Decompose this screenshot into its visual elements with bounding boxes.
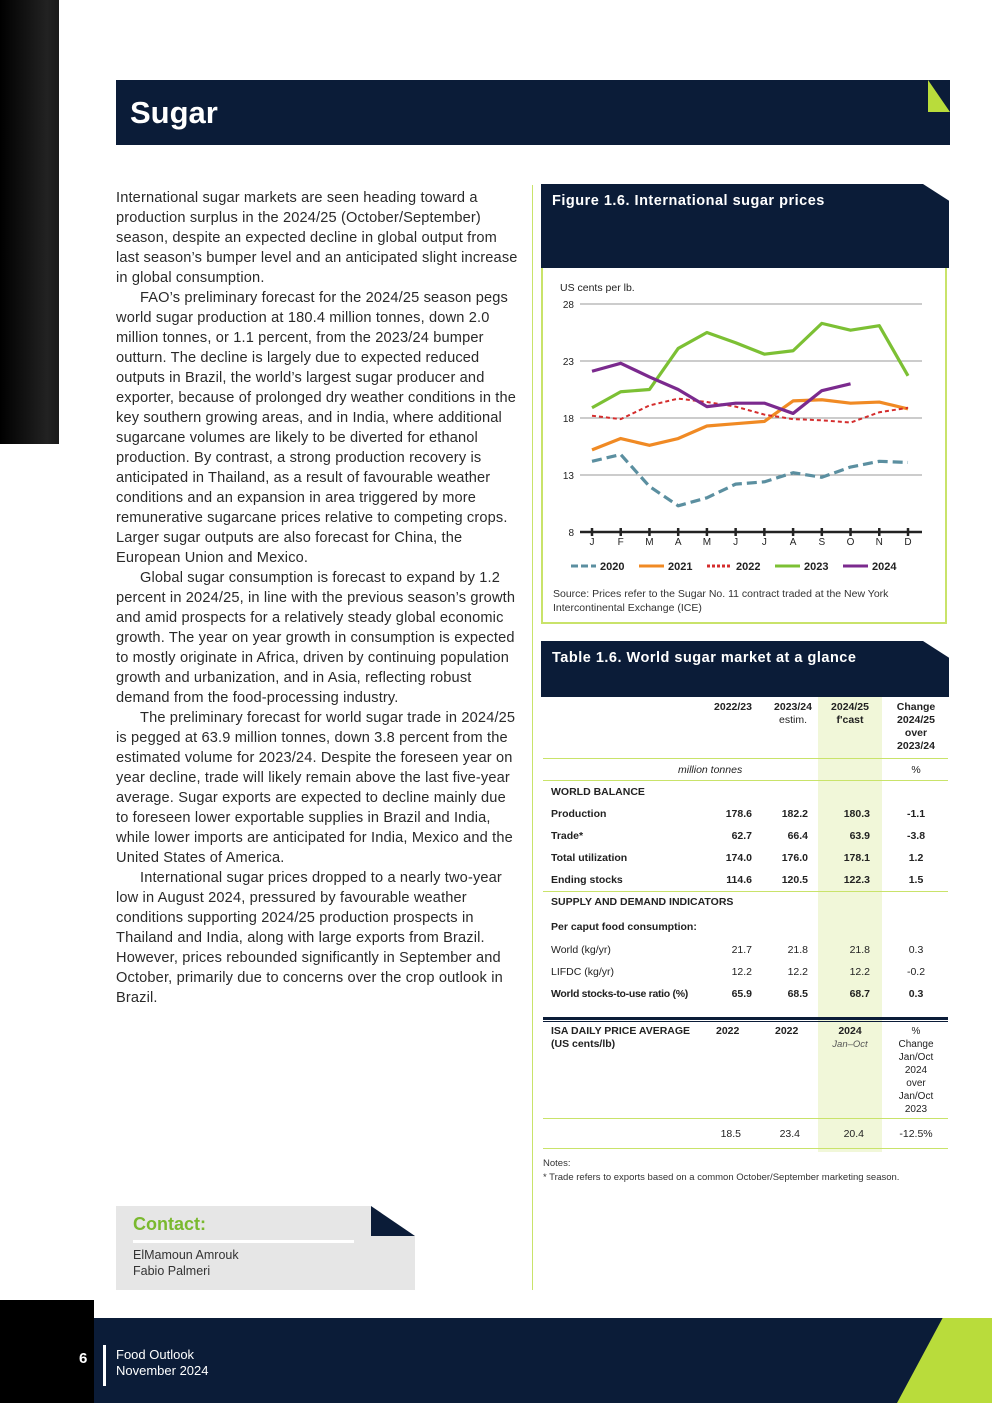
paragraph: The preliminary forecast for world sugar trade in 2024/25 is pegged at 63.9 million tonnes, down 3.8 percent from the estimated volume for 2023/24. Despite the foreseen year on year decline, trade will likely remain above the last five-year average. Sugar exports are expected to decline mainly due to foreseen lower exportable supplies in Brazil and India, while lower imports are anticipated for India, Mexico and the United States of America.: [116, 710, 516, 866]
row-label: World stocks-to-use ratio (%): [551, 988, 688, 1000]
row-label: Total utilization: [551, 852, 628, 864]
col-header-line: Jan–Oct: [832, 1039, 868, 1050]
note-text: * Trade refers to exports based on a common October/September marketing season.: [543, 1171, 900, 1183]
series-line-2023: [592, 323, 908, 407]
section-heading: SUPPLY AND DEMAND INDICATORS: [551, 896, 734, 908]
row-label: World (kg/yr): [551, 944, 611, 956]
figure-box: [541, 268, 947, 624]
legend-label-2024: 2024: [872, 561, 897, 573]
isa-label-line: (US cents/lb): [551, 1038, 616, 1050]
x-tick-label: D: [904, 537, 912, 548]
y-tick-label: 28: [562, 300, 574, 311]
col-header-line: estim.: [779, 714, 808, 726]
table-title: Table 1.6. World sugar market at a glance: [552, 650, 857, 666]
rule: [543, 891, 948, 892]
cell: 65.9: [731, 988, 752, 1000]
subsection-heading: Per caput food consumption:: [551, 921, 697, 933]
cell: 12.2: [849, 966, 870, 978]
publication-date: November 2024: [116, 1363, 209, 1378]
contact-title: Contact:: [133, 1214, 206, 1234]
contact-rule: [133, 1240, 354, 1243]
col-header-line: Jan/Oct: [898, 1052, 934, 1063]
x-tick-label: F: [617, 537, 624, 548]
col-header: [891, 701, 941, 753]
paragraph: FAO’s preliminary forecast for the 2024/25 season pegs world sugar production at 180.4 million tonnes, down 2.0 million tonnes, or 1.1 percent, from the 2023/24 bumper outturn. The decline is largely due to expected reduced outputs in Brazil, the world’s largest sugar producer and exporter, because of prolonged dry weather conditions in the key southern growing areas, and in India, where additional sugarcane volumes are likely to be diverted for ethanol production. By contrast, a strong production recovery is anticipated in Thailand, as a result of favourable weather conditions and an expansion in area triggered by more remunerative sugarcane prices relative to competing crops. Larger sugar outputs are also forecast for China, the European Union and Mexico.: [116, 290, 517, 566]
cell: 178.1: [843, 852, 870, 864]
forecast-column-highlight: [818, 697, 882, 1152]
col-header-line: over: [906, 1078, 926, 1089]
cell: 178.6: [725, 808, 752, 820]
corner-fold: [923, 184, 951, 202]
col-header-line: 2024/25: [831, 701, 869, 713]
cell: 122.3: [843, 874, 870, 886]
col-header: 2022: [716, 1025, 740, 1037]
cell: 1.2: [908, 852, 924, 864]
cell: 12.2: [787, 966, 808, 978]
x-tick-label: N: [875, 537, 883, 548]
cell: -3.8: [906, 830, 926, 842]
row-label: LIFDC (kg/yr): [551, 966, 614, 978]
paragraph: International sugar markets are seen heading toward a production surplus in the 2024/25 (October/September) season, despite an expected decline in global output from last season’s bumper level and an anticipated slight increase in global consumption.: [116, 190, 518, 286]
row-label: Production: [551, 808, 607, 820]
contact-names: [133, 1247, 239, 1279]
y-tick-label: 13: [562, 471, 574, 482]
y-tick-label: 23: [562, 357, 574, 368]
table-header: [541, 641, 949, 697]
figure-title: Figure 1.6. International sugar prices: [552, 193, 825, 209]
col-header-line: 2024: [904, 1065, 928, 1076]
cell: 66.4: [787, 830, 808, 842]
table-notes: [543, 1157, 948, 1184]
x-tick-label: O: [846, 537, 855, 548]
cell: 18.5: [720, 1128, 741, 1140]
section-title-bar: [116, 80, 950, 145]
col-header-line: f'cast: [836, 714, 864, 726]
x-tick-label: M: [702, 537, 712, 548]
rule: [543, 758, 948, 759]
cell: 0.3: [908, 944, 924, 956]
decorative-side-bar: [0, 0, 59, 444]
units-label: %: [911, 764, 921, 776]
x-tick-label: J: [733, 537, 739, 548]
cell: -12.5%: [899, 1128, 933, 1140]
footer-publication: [116, 1347, 209, 1379]
series-line-2024: [592, 363, 851, 413]
series-line-2021: [592, 400, 908, 450]
col-header-line: 2023/24: [897, 740, 935, 752]
cell: 62.7: [731, 830, 752, 842]
contact-name: ElMamoun Amrouk: [133, 1248, 239, 1262]
y-axis-label: US cents per lb.: [560, 282, 635, 294]
isa-label-line: ISA DAILY PRICE AVERAGE: [551, 1025, 691, 1037]
column-divider: [532, 185, 533, 1290]
cell: -0.2: [906, 966, 926, 978]
col-header: [818, 701, 882, 727]
cell: 63.9: [849, 830, 870, 842]
x-tick-label: A: [789, 537, 797, 548]
col-header: [818, 1025, 882, 1051]
cell: 68.7: [849, 988, 870, 1000]
contact-name: Fabio Palmeri: [133, 1264, 211, 1278]
col-header-line: 2023/24: [774, 701, 812, 713]
figure-source: Source: Prices refer to the Sugar No. 11 contract traded at the New York Intercontinental Exchange (ICE): [553, 588, 889, 614]
x-tick-label: A: [674, 537, 682, 548]
paragraph: Global sugar consumption is forecast to expand by 1.2 percent in 2024/25, in line with the previous season’s growth and amid prospects for a relatively steady global economic growth. The year on year growth in consumption is expected to mostly originate in Africa, driven by continuing population growth and urbanization, and in Asia, reflecting robust demand from the food-processing industry.: [116, 570, 516, 706]
publication-name: Food Outlook: [116, 1347, 195, 1362]
col-header: [774, 701, 812, 727]
legend-label-2021: 2021: [668, 561, 693, 573]
y-tick-label: 8: [568, 528, 574, 539]
col-header-line: Change: [896, 701, 936, 713]
col-header-line: 2024: [838, 1025, 862, 1037]
notes-label: Notes:: [543, 1158, 571, 1169]
cell: 23.4: [779, 1128, 800, 1140]
cell: -1.1: [906, 808, 926, 820]
rule: [543, 1148, 948, 1149]
col-header-line: 2023: [904, 1104, 928, 1115]
x-tick-label: S: [818, 537, 826, 548]
cell: 176.0: [781, 852, 808, 864]
page-number: 6: [79, 1350, 88, 1367]
cell: 0.3: [908, 988, 924, 1000]
double-rule: [543, 1021, 948, 1022]
figure-header: [541, 184, 949, 268]
section-title: Sugar: [130, 95, 218, 130]
isa-label: [551, 1025, 690, 1051]
cell: 21.8: [787, 944, 808, 956]
corner-accent: [928, 80, 950, 112]
cell: 21.8: [849, 944, 870, 956]
col-header: 2022/23: [714, 701, 752, 713]
paragraph: International sugar prices dropped to a nearly two-year low in August 2024, pressured by favourable weather conditions supporting 2024/25 production prospects in Thailand and India, along with large exports from Brazil. However, prices rebounded significantly in September and October, primarily due to concerns over the crop outlook in Brazil.: [116, 870, 503, 1006]
cell: 114.6: [726, 874, 752, 886]
x-tick-label: J: [589, 537, 595, 548]
legend-label-2020: 2020: [600, 561, 625, 573]
col-header-line: Jan/Oct: [898, 1091, 934, 1102]
col-header-line: 2024/25: [897, 714, 935, 726]
cell: 68.5: [787, 988, 808, 1000]
double-rule: [543, 1017, 948, 1020]
footer-bar: [94, 1318, 992, 1403]
cell: 12.2: [731, 966, 752, 978]
section-heading: WORLD BALANCE: [551, 786, 645, 798]
contact-box: [116, 1206, 415, 1290]
col-header-line: over: [904, 727, 928, 739]
cell: 21.7: [731, 944, 752, 956]
series-line-2020: [592, 454, 908, 505]
legend-label-2022: 2022: [736, 561, 761, 573]
sugar-price-chart: [543, 268, 947, 584]
x-tick-label: M: [645, 537, 654, 548]
cell: 182.2: [781, 808, 808, 820]
cell: 180.3: [843, 808, 870, 820]
body-text: [116, 188, 522, 1008]
rule: [543, 1118, 948, 1119]
cell: 120.5: [781, 874, 808, 886]
row-label: Trade*: [551, 830, 584, 842]
rule: [543, 780, 948, 781]
y-tick-label: 18: [562, 414, 574, 425]
cell: 1.5: [908, 874, 924, 886]
row-label: Ending stocks: [551, 874, 623, 886]
col-header-line: Change: [898, 1039, 934, 1050]
footer-divider: [103, 1345, 106, 1386]
cell: 20.4: [843, 1128, 864, 1140]
col-header-line: %: [911, 1026, 921, 1037]
col-header: 2022: [775, 1025, 799, 1037]
col-header: [891, 1025, 941, 1116]
corner-fold: [923, 641, 951, 659]
cell: 174.0: [725, 852, 752, 864]
x-tick-label: J: [761, 537, 767, 548]
units-label: million tonnes: [678, 764, 743, 776]
legend-label-2023: 2023: [804, 561, 829, 573]
